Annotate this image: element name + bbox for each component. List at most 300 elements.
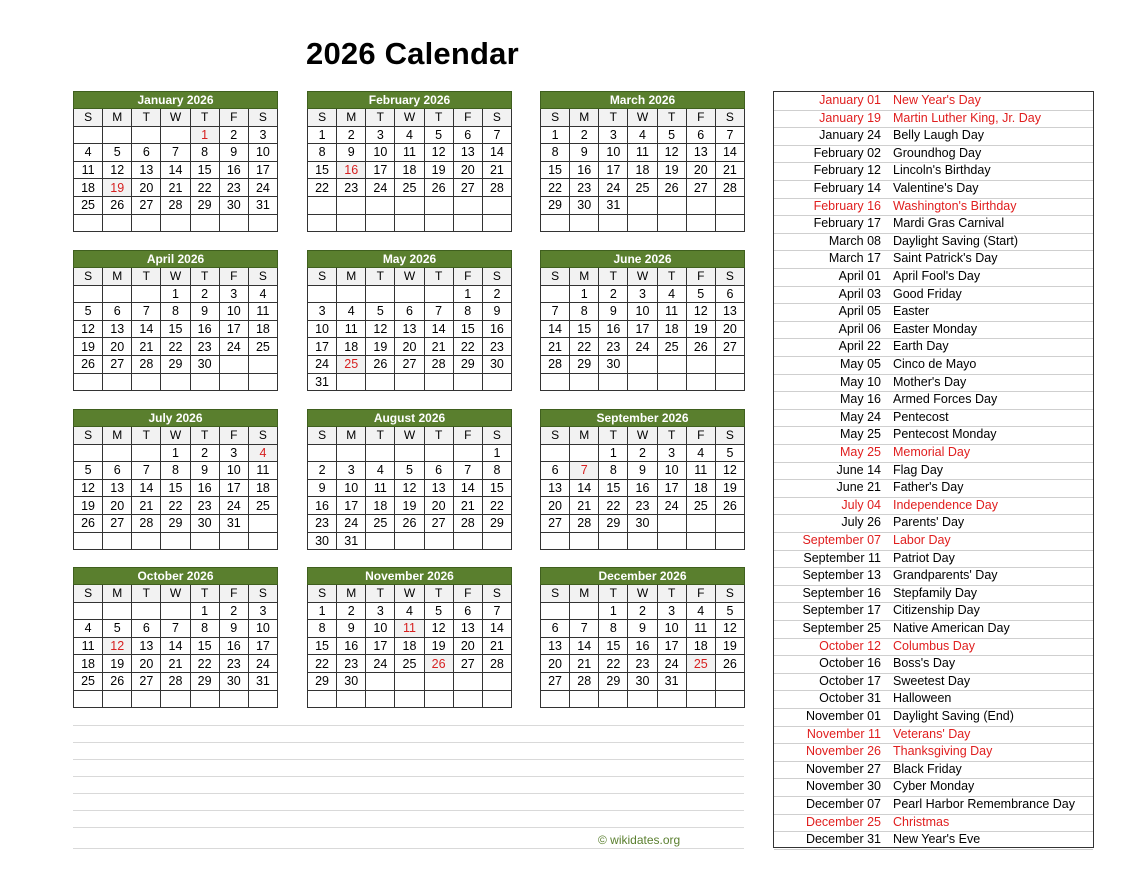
day-cell: 4 [248,285,277,303]
holiday-date: December 07 [805,797,881,811]
day-cell: 17 [366,161,395,179]
empty-cell [103,690,132,708]
day-cell: 26 [715,497,744,515]
day-cell: 20 [103,497,132,515]
day-cell: 27 [541,514,570,532]
holiday-row [774,127,1093,146]
day-cell: 8 [541,144,570,162]
empty-cell [219,532,248,550]
day-cell: 2 [628,444,657,462]
day-cell: 1 [161,285,190,303]
holiday-row [774,673,1093,692]
day-cell: 15 [599,479,628,497]
day-cell: 8 [161,462,190,480]
month-name: December 2026 [541,568,745,585]
day-cell: 28 [424,355,453,373]
holiday-date: February 14 [813,181,881,195]
day-cell: 17 [219,320,248,338]
day-cell: 24 [248,179,277,197]
empty-cell [103,602,132,620]
holiday-row [774,321,1093,340]
holiday-date: November 27 [805,761,881,776]
day-cell: 13 [395,320,424,338]
day-cell: 23 [570,179,599,197]
day-cell: 2 [219,126,248,144]
day-cell: 22 [190,179,219,197]
day-cell: 26 [657,179,686,197]
day-cell: 15 [190,637,219,655]
day-cell: 9 [570,144,599,162]
month-name: January 2026 [74,92,278,109]
empty-cell [541,532,570,550]
empty-cell [366,672,395,690]
day-cell: 9 [219,144,248,162]
day-cell: 4 [686,602,715,620]
day-cell: 16 [308,497,337,515]
empty-cell [190,373,219,391]
day-cell: 8 [453,303,482,321]
day-cell: 5 [715,444,744,462]
month-name: February 2026 [308,92,512,109]
weekday-header: M [570,427,599,445]
day-cell: 3 [628,285,657,303]
day-cell: 28 [482,179,511,197]
day-cell: 3 [599,126,628,144]
holiday-date: October 17 [819,673,881,688]
empty-cell [74,532,103,550]
empty-cell [541,444,570,462]
empty-cell [424,373,453,391]
holiday-row [774,532,1093,551]
day-cell: 2 [570,126,599,144]
day-cell: 3 [657,444,686,462]
weekday-header: S [248,109,277,127]
day-cell: 23 [219,179,248,197]
day-cell: 26 [74,355,103,373]
empty-cell [190,532,219,550]
holiday-date: June 21 [836,480,881,495]
day-cell: 24 [599,179,628,197]
holiday-date: February 17 [813,216,881,231]
weekday-header: W [161,585,190,603]
month-name: May 2026 [308,251,512,268]
day-cell: 14 [482,620,511,638]
day-cell: 5 [366,303,395,321]
day-cell: 27 [686,179,715,197]
weekday-header: W [161,427,190,445]
day-cell: 11 [686,620,715,638]
weekday-header: T [424,427,453,445]
holiday-name: Cinco de Mayo [893,357,977,371]
empty-cell [132,602,161,620]
empty-cell [132,285,161,303]
weekday-header: S [541,109,570,127]
day-cell: 23 [219,655,248,673]
day-cell: 20 [424,497,453,515]
day-cell: 14 [132,479,161,497]
day-cell: 21 [482,161,511,179]
day-cell: 12 [424,620,453,638]
holiday-row [774,761,1093,780]
day-cell: 7 [132,303,161,321]
day-cell: 6 [424,462,453,480]
empty-cell [599,214,628,232]
day-cell: 19 [366,338,395,356]
day-cell: 12 [715,462,744,480]
day-cell: 24 [657,655,686,673]
weekday-header: S [308,268,337,286]
weekday-header: F [453,427,482,445]
empty-cell [628,214,657,232]
day-cell: 22 [190,655,219,673]
day-cell: 4 [74,144,103,162]
day-cell: 28 [482,655,511,673]
weekday-header: T [657,427,686,445]
day-cell: 26 [715,655,744,673]
day-cell: 8 [190,144,219,162]
weekday-header: W [161,109,190,127]
note-line [73,793,744,794]
weekday-header: F [453,268,482,286]
holiday-date: January 01 [819,93,881,107]
day-cell: 6 [132,620,161,638]
empty-cell [715,196,744,214]
holiday-date: November 26 [805,744,881,759]
weekday-header: S [482,109,511,127]
empty-cell [715,532,744,550]
day-cell: 11 [395,620,424,638]
day-cell: 30 [337,672,366,690]
day-cell: 12 [103,161,132,179]
day-cell: 6 [132,144,161,162]
day-cell: 16 [628,479,657,497]
day-cell: 11 [366,479,395,497]
empty-cell [715,373,744,391]
weekday-header: T [132,268,161,286]
day-cell: 29 [190,196,219,214]
holiday-name: Black Friday [893,761,962,776]
holiday-name: Flag Day [893,462,944,477]
day-cell: 12 [424,144,453,162]
holiday-date: May 25 [840,427,881,442]
note-line [73,827,744,828]
holiday-row [774,743,1093,762]
month-name: November 2026 [308,568,512,585]
empty-cell [541,214,570,232]
empty-cell [482,532,511,550]
day-cell: 29 [599,514,628,532]
weekday-header: S [482,427,511,445]
weekday-header: T [190,427,219,445]
day-cell: 23 [337,655,366,673]
empty-cell [74,126,103,144]
empty-cell [570,532,599,550]
weekday-header: W [161,268,190,286]
empty-cell [219,373,248,391]
note-line [73,776,744,777]
day-cell: 31 [248,196,277,214]
day-cell: 23 [628,655,657,673]
note-line [73,848,744,849]
weekday-header: S [308,585,337,603]
weekday-header: T [599,268,628,286]
empty-cell [74,214,103,232]
credit-text[interactable]: © wikidates.org [598,833,681,847]
day-cell: 5 [424,602,453,620]
holiday-row [774,585,1093,604]
empty-cell [103,214,132,232]
day-cell: 19 [657,161,686,179]
empty-cell [482,214,511,232]
weekday-header: S [74,109,103,127]
empty-cell [657,196,686,214]
day-cell: 14 [424,320,453,338]
empty-cell [686,690,715,708]
empty-cell [453,690,482,708]
holiday-name: Martin Luther King, Jr. Day [893,110,1041,125]
day-cell: 4 [657,285,686,303]
day-cell: 15 [599,637,628,655]
day-cell: 26 [103,196,132,214]
empty-cell [366,532,395,550]
day-cell: 11 [657,303,686,321]
weekday-header: S [541,427,570,445]
holiday-date: October 31 [819,691,881,706]
holiday-date: September 07 [802,533,881,547]
day-cell: 18 [686,479,715,497]
empty-cell [248,532,277,550]
empty-cell [132,126,161,144]
holiday-row [774,286,1093,305]
holiday-row [774,778,1093,797]
empty-cell [74,285,103,303]
weekday-header: T [599,585,628,603]
day-cell: 7 [570,462,599,480]
day-cell: 17 [628,320,657,338]
holiday-row [774,708,1093,727]
day-cell: 1 [453,285,482,303]
weekday-header: S [541,268,570,286]
day-cell: 18 [395,637,424,655]
holiday-row [774,814,1093,833]
empty-cell [395,285,424,303]
day-cell: 15 [190,161,219,179]
day-cell: 5 [395,462,424,480]
day-cell: 27 [395,355,424,373]
empty-cell [337,214,366,232]
day-cell: 22 [308,179,337,197]
weekday-header: T [657,268,686,286]
day-cell: 28 [541,355,570,373]
empty-cell [395,532,424,550]
empty-cell [366,373,395,391]
day-cell: 20 [715,320,744,338]
day-cell: 16 [190,320,219,338]
holiday-date: April 06 [838,321,881,336]
day-cell: 25 [657,338,686,356]
holiday-row [774,620,1093,639]
empty-cell [219,355,248,373]
day-cell: 20 [132,179,161,197]
day-cell: 22 [308,655,337,673]
day-cell: 24 [337,514,366,532]
holiday-row [774,180,1093,199]
weekday-header: S [482,585,511,603]
day-cell: 9 [482,303,511,321]
day-cell: 9 [219,620,248,638]
day-cell: 19 [103,179,132,197]
day-cell: 19 [424,637,453,655]
holiday-name: Good Friday [893,286,962,301]
day-cell: 12 [366,320,395,338]
day-cell: 14 [453,479,482,497]
empty-cell [395,373,424,391]
day-cell: 15 [161,479,190,497]
holiday-row [774,338,1093,357]
day-cell: 7 [482,126,511,144]
month-name: August 2026 [308,410,512,427]
day-cell: 18 [657,320,686,338]
empty-cell [424,285,453,303]
day-cell: 18 [686,637,715,655]
holiday-row [774,426,1093,445]
holiday-name: Saint Patrick's Day [893,251,998,266]
empty-cell [161,214,190,232]
weekday-header: T [657,585,686,603]
month-3 [540,91,745,232]
day-cell: 16 [190,479,219,497]
day-cell: 28 [132,355,161,373]
holiday-row [774,444,1093,463]
empty-cell [161,126,190,144]
day-cell: 13 [541,479,570,497]
day-cell: 5 [74,462,103,480]
day-cell: 14 [132,320,161,338]
empty-cell [541,373,570,391]
month-9 [540,409,745,550]
weekday-header: S [482,268,511,286]
empty-cell [74,602,103,620]
day-cell: 1 [308,126,337,144]
weekday-header: T [424,585,453,603]
day-cell: 13 [132,161,161,179]
holiday-row [774,391,1093,410]
empty-cell [628,532,657,550]
holiday-row [774,638,1093,657]
empty-cell [482,672,511,690]
day-cell: 7 [424,303,453,321]
weekday-header: T [424,268,453,286]
weekday-header: S [308,109,337,127]
day-cell: 7 [453,462,482,480]
empty-cell [628,196,657,214]
weekday-header: T [132,427,161,445]
weekday-header: T [190,109,219,127]
holiday-date: December 25 [805,814,881,829]
day-cell: 11 [248,462,277,480]
day-cell: 23 [628,497,657,515]
empty-cell [248,355,277,373]
day-cell: 1 [599,602,628,620]
day-cell: 30 [628,672,657,690]
day-cell: 25 [686,497,715,515]
empty-cell [132,214,161,232]
weekday-header: T [366,427,395,445]
day-cell: 21 [570,497,599,515]
day-cell: 21 [570,655,599,673]
holiday-row [774,514,1093,533]
day-cell: 28 [132,514,161,532]
holiday-date: February 02 [813,145,881,160]
empty-cell [366,196,395,214]
empty-cell [453,214,482,232]
weekday-header: W [628,109,657,127]
day-cell: 9 [308,479,337,497]
day-cell: 6 [103,303,132,321]
day-cell: 30 [570,196,599,214]
day-cell: 24 [308,355,337,373]
day-cell: 3 [248,602,277,620]
day-cell: 8 [599,462,628,480]
day-cell: 22 [541,179,570,197]
day-cell: 6 [686,126,715,144]
holiday-name: Independence Day [893,497,998,512]
day-cell: 21 [541,338,570,356]
holiday-row [774,162,1093,181]
day-cell: 11 [248,303,277,321]
day-cell: 15 [541,161,570,179]
holiday-name: Armed Forces Day [893,392,998,407]
day-cell: 3 [248,126,277,144]
day-cell: 6 [715,285,744,303]
holiday-name: Cyber Monday [893,779,975,794]
holiday-name: Washington's Birthday [893,198,1017,213]
holiday-date: April 05 [838,304,881,319]
holiday-name: Stepfamily Day [893,585,978,600]
empty-cell [190,690,219,708]
day-cell: 17 [366,637,395,655]
day-cell: 20 [395,338,424,356]
day-cell: 7 [161,620,190,638]
empty-cell [686,514,715,532]
note-line [73,742,744,743]
day-cell: 25 [74,672,103,690]
weekday-header: S [715,268,744,286]
day-cell: 24 [628,338,657,356]
empty-cell [74,690,103,708]
weekday-header: S [715,427,744,445]
month-name: September 2026 [541,410,745,427]
empty-cell [628,690,657,708]
weekday-header: F [686,268,715,286]
day-cell: 18 [248,479,277,497]
weekday-header: W [628,585,657,603]
day-cell: 1 [190,126,219,144]
empty-cell [541,690,570,708]
day-cell: 1 [570,285,599,303]
day-cell: 12 [103,637,132,655]
day-cell: 20 [541,497,570,515]
weekday-header: W [395,109,424,127]
day-cell: 15 [161,320,190,338]
month-12 [540,567,745,708]
day-cell: 3 [308,303,337,321]
day-cell: 16 [482,320,511,338]
empty-cell [686,355,715,373]
holiday-name: Thanksgiving Day [893,744,993,759]
day-cell: 29 [570,355,599,373]
empty-cell [337,196,366,214]
